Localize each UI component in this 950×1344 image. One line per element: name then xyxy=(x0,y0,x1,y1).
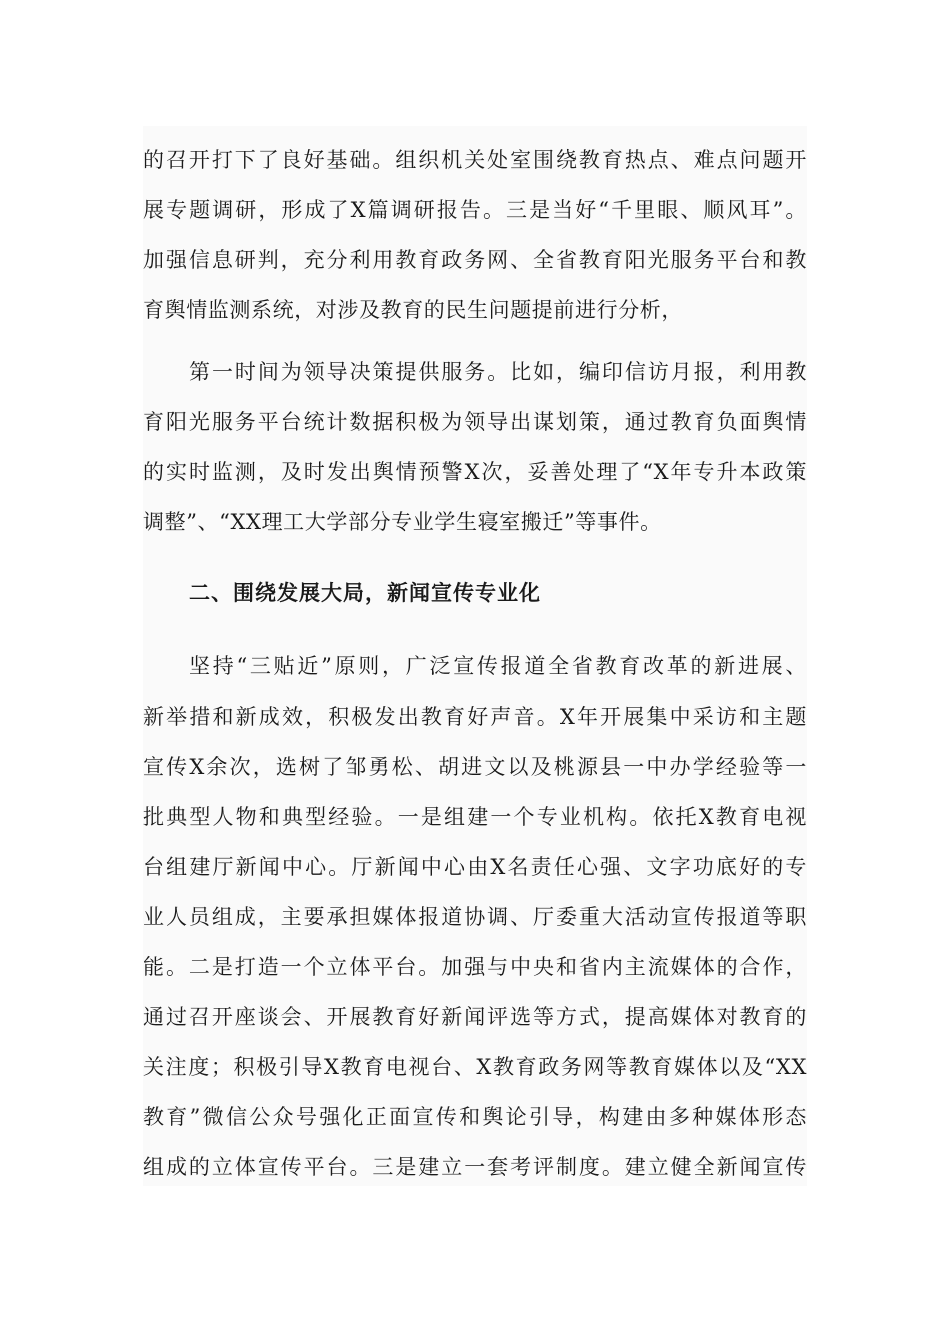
paragraph-line: 教育”微信公众号强化正面宣传和舆论引导，构建由多种媒体形态 xyxy=(143,1105,807,1129)
paragraph-line: 的实时监测，及时发出舆情预警X次，妥善处理了“X年专升本政策 xyxy=(143,460,807,484)
section-heading: 二、围绕发展大局，新闻宣传专业化 xyxy=(189,581,541,605)
paragraph-line: 组成的立体宣传平台。三是建立一套考评制度。建立健全新闻宣传 xyxy=(143,1155,807,1179)
paragraph-line: 育舆情监测系统，对涉及教育的民生问题提前进行分析， xyxy=(143,298,683,322)
paragraph-line: 宣传X余次，选树了邹勇松、胡进文以及桃源县一中办学经验等一 xyxy=(143,755,807,779)
paragraph-line: 加强信息研判，充分利用教育政务网、全省教育阳光服务平台和教 xyxy=(143,248,807,272)
paragraph-line: 调整”、“XX理工大学部分专业学生寝室搬迁”等事件。 xyxy=(143,510,662,534)
paragraph-line: 批典型人物和典型经验。一是组建一个专业机构。依托X教育电视 xyxy=(143,805,807,829)
paragraph-line: 坚持“三贴近”原则，广泛宣传报道全省教育改革的新进展、 xyxy=(189,654,807,678)
paragraph-line: 的召开打下了良好基础。组织机关处室围绕教育热点、难点问题开 xyxy=(143,148,807,172)
paragraph-line: 展专题调研，形成了X篇调研报告。三是当好“千里眼、顺风耳”。 xyxy=(143,198,807,222)
paragraph-line: 通过召开座谈会、开展教育好新闻评选等方式，提高媒体对教育的 xyxy=(143,1005,807,1029)
paragraph-line: 新举措和新成效，积极发出教育好声音。X年开展集中采访和主题 xyxy=(143,705,807,729)
paragraph-line: 台组建厅新闻中心。厅新闻中心由X名责任心强、文字功底好的专 xyxy=(143,855,807,879)
paragraph-line: 关注度；积极引导X教育电视台、X教育政务网等教育媒体以及“XX xyxy=(143,1055,807,1079)
document-body xyxy=(143,126,807,1186)
paragraph-line: 第一时间为领导决策提供服务。比如，编印信访月报，利用教 xyxy=(189,360,807,384)
paragraph-line: 育阳光服务平台统计数据积极为领导出谋划策，通过教育负面舆情 xyxy=(143,410,807,434)
paragraph-line: 业人员组成，主要承担媒体报道协调、厅委重大活动宣传报道等职 xyxy=(143,905,807,929)
paragraph-line: 能。二是打造一个立体平台。加强与中央和省内主流媒体的合作， xyxy=(143,955,807,979)
